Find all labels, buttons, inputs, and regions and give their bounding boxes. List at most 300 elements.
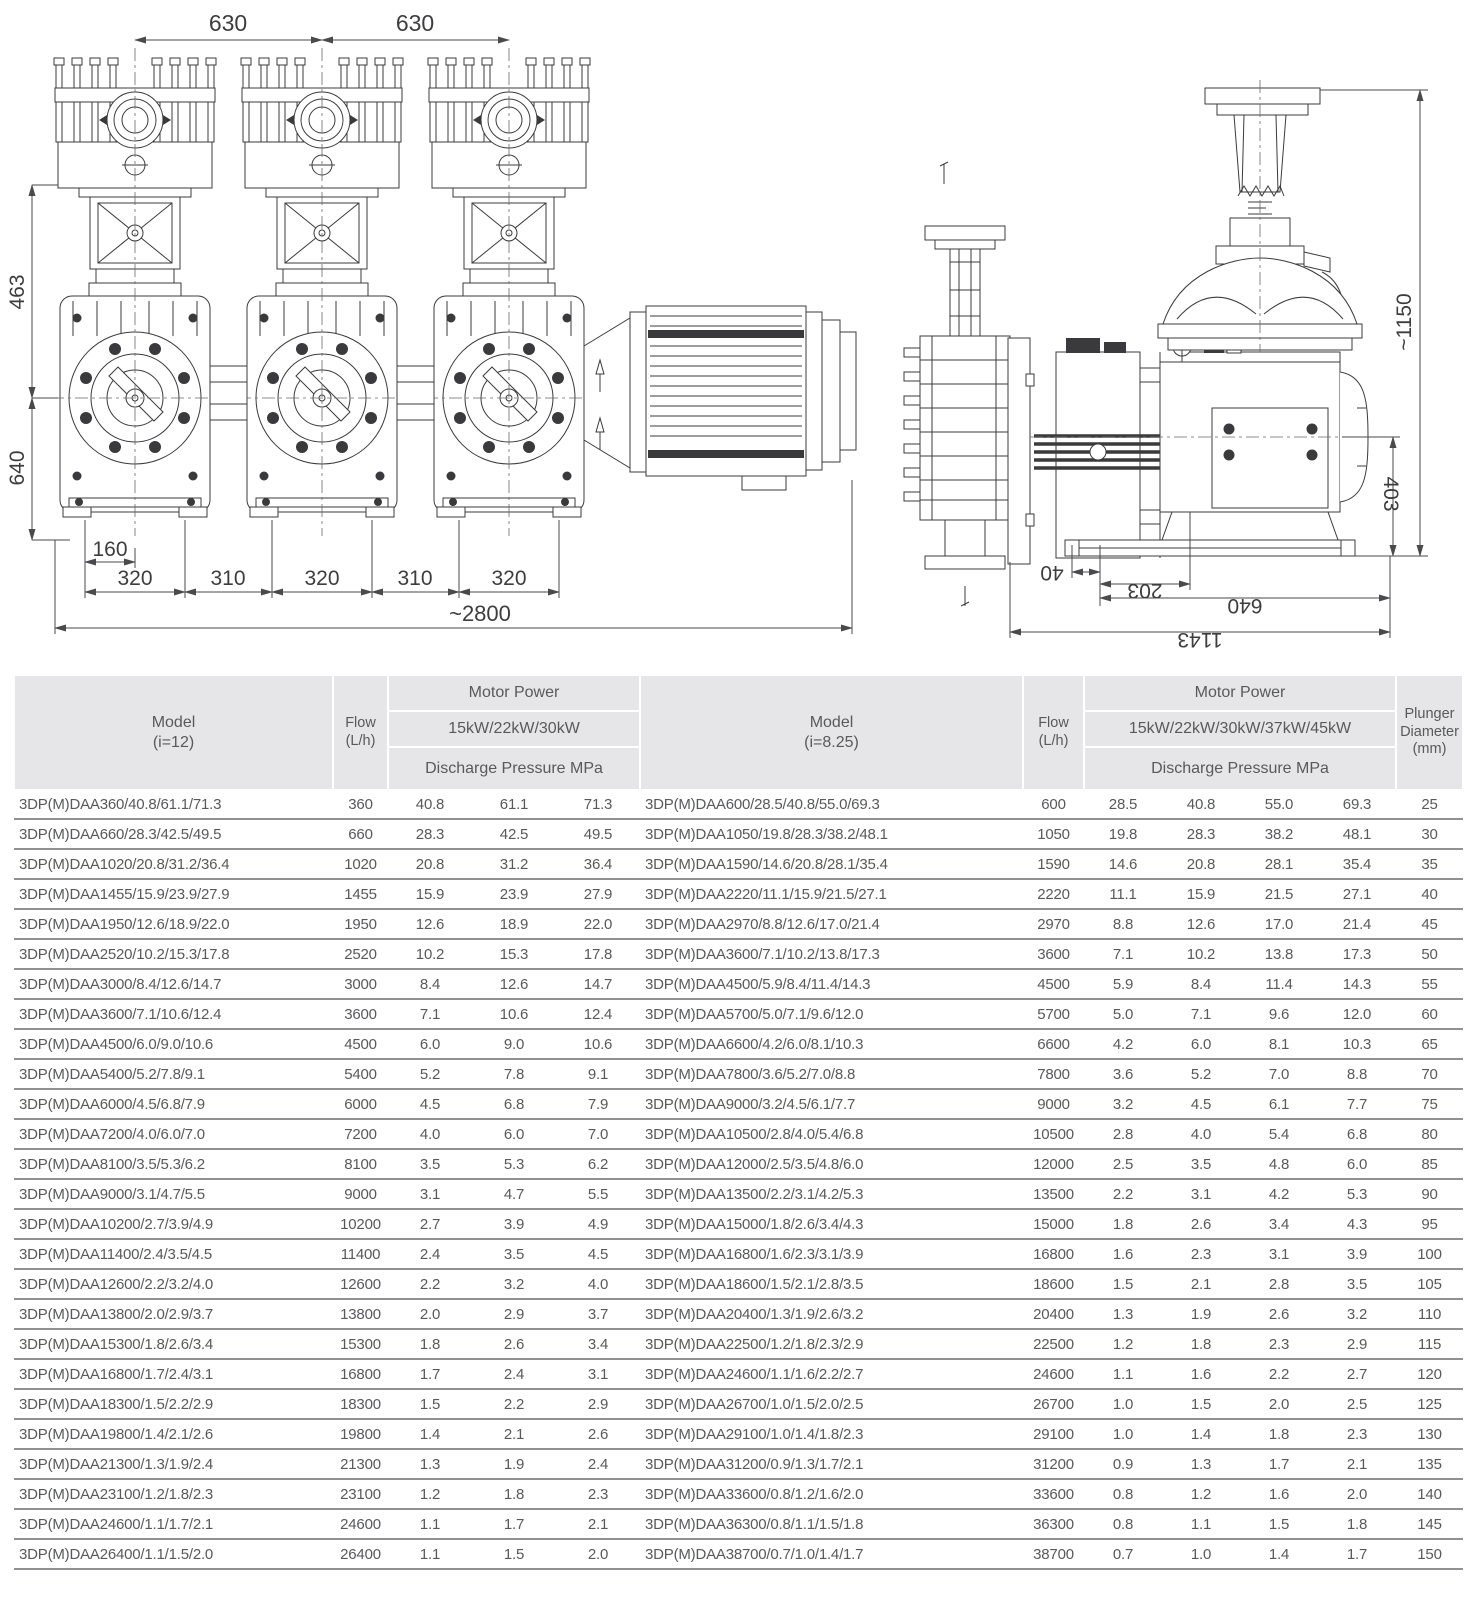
pressure-value-cell: 2.3 [556,1480,640,1510]
pressure-value-cell: 4.5 [388,1090,472,1120]
flow-i12-cell: 10200 [333,1210,388,1240]
pressure-value-cell: 1.5 [1162,1390,1240,1420]
pressure-value-cell: 10.6 [472,1000,556,1030]
pressure-value-cell: 2.2 [472,1390,556,1420]
model-i12-cell: 3DP(M)DAA10200/2.7/3.9/4.9 [14,1210,333,1240]
pressure-value-cell: 10.2 [388,940,472,970]
flow-i12-cell: 18300 [333,1390,388,1420]
pressure-value-cell: 9.1 [556,1060,640,1090]
model-i825-cell: 3DP(M)DAA1050/19.8/28.3/38.2/48.1 [640,820,1023,850]
dim-310-2: 310 [397,567,433,590]
pressure-value-cell: 4.3 [1318,1210,1396,1240]
model-i12-cell: 3DP(M)DAA660/28.3/42.5/49.5 [14,820,333,850]
table-row [14,1270,1463,1300]
pressure-value-cell: 3.6 [1084,1060,1162,1090]
pressure-value-cell: 1.4 [1162,1420,1240,1450]
pressure-value-cell: 3.5 [388,1150,472,1180]
model-i825-cell: 3DP(M)DAA18600/1.5/2.1/2.8/3.5 [640,1270,1023,1300]
flow-i12-cell: 8100 [333,1150,388,1180]
pressure-value-cell: 10.2 [1162,940,1240,970]
plunger-diameter-cell: 60 [1396,1000,1463,1030]
pressure-value-cell: 1.6 [1084,1240,1162,1270]
flow-i12-cell: 3600 [333,1000,388,1030]
dim-203: 203 [1127,579,1163,602]
pressure-value-cell: 1.2 [388,1480,472,1510]
pressure-value-cell: 4.5 [556,1240,640,1270]
dim-630-right: 630 [395,10,435,36]
pressure-value-cell: 2.9 [1318,1330,1396,1360]
pressure-value-cell: 9.6 [1240,1000,1318,1030]
flow-i12-cell: 660 [333,820,388,850]
flow-i825-cell: 2220 [1023,880,1084,910]
pressure-value-cell: 1.1 [388,1510,472,1540]
pressure-value-cell: 5.2 [388,1060,472,1090]
pressure-value-cell: 38.2 [1240,820,1318,850]
pressure-value-cell: 3.5 [472,1240,556,1270]
flow-i12-cell: 360 [333,790,388,820]
flow-i12-cell: 4500 [333,1030,388,1060]
flow-i12-cell: 19800 [333,1420,388,1450]
flow-i825-cell: 22500 [1023,1330,1084,1360]
pressure-value-cell: 8.4 [388,970,472,1000]
pressure-value-cell: 2.2 [1084,1180,1162,1210]
model-i12-cell: 3DP(M)DAA6000/4.5/6.8/7.9 [14,1090,333,1120]
table-row [14,1390,1463,1420]
pressure-value-cell: 2.1 [472,1420,556,1450]
dim-463: 463 [6,274,29,310]
flow-i825-cell: 18600 [1023,1270,1084,1300]
plunger-diameter-cell: 65 [1396,1030,1463,1060]
pressure-value-cell: 2.3 [1162,1240,1240,1270]
pressure-value-cell: 4.2 [1240,1180,1318,1210]
table-row [14,940,1463,970]
pressure-value-cell: 8.8 [1318,1060,1396,1090]
table-row [14,1030,1463,1060]
model-i12-cell: 3DP(M)DAA5400/5.2/7.8/9.1 [14,1060,333,1090]
flow-i825-cell: 7800 [1023,1060,1084,1090]
plunger-diameter-cell: 70 [1396,1060,1463,1090]
dim-640: 640 [1227,594,1263,617]
header-discharge-right: Discharge Pressure MPa [1084,747,1396,790]
plunger-diameter-cell: 105 [1396,1270,1463,1300]
model-i825-cell: 3DP(M)DAA10500/2.8/4.0/5.4/6.8 [640,1120,1023,1150]
table-row [14,790,1463,820]
model-i825-cell: 3DP(M)DAA22500/1.2/1.8/2.3/2.9 [640,1330,1023,1360]
flow-label: Flow [345,714,376,731]
pressure-value-cell: 12.6 [472,970,556,1000]
model-i12-cell: 3DP(M)DAA24600/1.1/1.7/2.1 [14,1510,333,1540]
plunger-diameter-cell: 120 [1396,1360,1463,1390]
model-ratio-label: (i=8.25) [804,733,859,751]
model-i825-cell: 3DP(M)DAA4500/5.9/8.4/11.4/14.3 [640,970,1023,1000]
pressure-value-cell: 6.0 [388,1030,472,1060]
pressure-value-cell: 3.7 [556,1300,640,1330]
model-i12-cell: 3DP(M)DAA1950/12.6/18.9/22.0 [14,910,333,940]
model-ratio-label: (i=12) [152,733,195,751]
pressure-value-cell: 7.8 [472,1060,556,1090]
pressure-value-cell: 1.1 [1084,1360,1162,1390]
pressure-value-cell: 3.2 [1318,1300,1396,1330]
header-kw-right: 15kW/22kW/30kW/37kW/45kW [1084,711,1396,747]
pressure-value-cell: 5.3 [1318,1180,1396,1210]
table-row [14,880,1463,910]
pressure-value-cell: 15.3 [472,940,556,970]
model-i825-cell: 3DP(M)DAA2220/11.1/15.9/21.5/27.1 [640,880,1023,910]
pressure-value-cell: 1.8 [388,1330,472,1360]
pump-head-3 [425,48,593,536]
flow-i12-cell: 16800 [333,1360,388,1390]
pressure-value-cell: 1.6 [1162,1360,1240,1390]
pressure-value-cell: 1.7 [1318,1540,1396,1570]
pressure-value-cell: 15.9 [388,880,472,910]
dim-640-left: 640 [6,450,29,486]
pressure-value-cell: 1.9 [472,1450,556,1480]
flow-i12-cell: 11400 [333,1240,388,1270]
flow-i12-cell: 23100 [333,1480,388,1510]
flow-i825-cell: 31200 [1023,1450,1084,1480]
pressure-value-cell: 69.3 [1318,790,1396,820]
pressure-value-cell: 1.2 [1084,1330,1162,1360]
pressure-value-cell: 8.4 [1162,970,1240,1000]
pressure-value-cell: 3.1 [1240,1240,1318,1270]
pressure-value-cell: 12.4 [556,1000,640,1030]
pressure-value-cell: 35.4 [1318,850,1396,880]
model-i825-cell: 3DP(M)DAA7800/3.6/5.2/7.0/8.8 [640,1060,1023,1090]
header-flow-left [333,675,388,790]
table-row [14,970,1463,1000]
pressure-value-cell: 6.0 [1318,1150,1396,1180]
pressure-value-cell: 11.4 [1240,970,1318,1000]
front-view-svg [0,0,880,668]
plunger-diameter-cell: 85 [1396,1150,1463,1180]
flow-i12-cell: 3000 [333,970,388,1000]
pressure-value-cell: 1.4 [1240,1540,1318,1570]
flow-i825-cell: 600 [1023,790,1084,820]
pressure-value-cell: 28.3 [388,820,472,850]
pressure-value-cell: 4.5 [1162,1090,1240,1120]
pressure-value-cell: 1.4 [388,1420,472,1450]
model-i12-cell: 3DP(M)DAA23100/1.2/1.8/2.3 [14,1480,333,1510]
header-discharge-left: Discharge Pressure MPa [388,747,640,790]
pressure-value-cell: 1.7 [1240,1450,1318,1480]
pressure-value-cell: 28.1 [1240,850,1318,880]
model-i825-cell: 3DP(M)DAA1590/14.6/20.8/28.1/35.4 [640,850,1023,880]
pressure-value-cell: 1.8 [1162,1330,1240,1360]
model-i12-cell: 3DP(M)DAA1455/15.9/23.9/27.9 [14,880,333,910]
flow-i825-cell: 10500 [1023,1120,1084,1150]
pressure-value-cell: 3.4 [556,1330,640,1360]
pressure-value-cell: 5.2 [1162,1060,1240,1090]
model-i12-cell: 3DP(M)DAA3000/8.4/12.6/14.7 [14,970,333,1000]
flow-i825-cell: 20400 [1023,1300,1084,1330]
header-model-i825 [640,675,1023,790]
plunger-diameter-cell: 35 [1396,850,1463,880]
model-i12-cell: 3DP(M)DAA1020/20.8/31.2/36.4 [14,850,333,880]
flow-i825-cell: 16800 [1023,1240,1084,1270]
pressure-value-cell: 1.8 [1318,1510,1396,1540]
plunger-diameter-cell: 75 [1396,1090,1463,1120]
motor [584,306,856,490]
model-label: Model [809,713,854,731]
pressure-value-cell: 12.6 [1162,910,1240,940]
pressure-value-cell: 4.7 [472,1180,556,1210]
model-i825-cell: 3DP(M)DAA15000/1.8/2.6/3.4/4.3 [640,1210,1023,1240]
pressure-value-cell: 40.8 [388,790,472,820]
flow-i12-cell: 21300 [333,1450,388,1480]
dim-160: 160 [92,538,128,561]
pressure-value-cell: 6.1 [1240,1090,1318,1120]
pressure-value-cell: 3.9 [1318,1240,1396,1270]
pressure-value-cell: 1.5 [388,1390,472,1420]
flow-unit-label: (L/h) [1038,732,1069,749]
model-label: Model [151,713,196,731]
pressure-value-cell: 5.3 [472,1150,556,1180]
pressure-value-cell: 1.2 [1162,1480,1240,1510]
pressure-value-cell: 1.5 [1240,1510,1318,1540]
pressure-value-cell: 48.1 [1318,820,1396,850]
model-i12-cell: 3DP(M)DAA21300/1.3/1.9/2.4 [14,1450,333,1480]
pressure-value-cell: 8.1 [1240,1030,1318,1060]
model-i12-cell: 3DP(M)DAA11400/2.4/3.5/4.5 [14,1240,333,1270]
table-row [14,1060,1463,1090]
pressure-value-cell: 2.0 [388,1300,472,1330]
pressure-value-cell: 2.4 [388,1240,472,1270]
pressure-value-cell: 3.5 [1318,1270,1396,1300]
plunger-diameter-cell: 145 [1396,1510,1463,1540]
header-kw-left: 15kW/22kW/30kW [388,711,640,747]
flow-i12-cell: 1950 [333,910,388,940]
pressure-value-cell: 0.9 [1084,1450,1162,1480]
pressure-value-cell: 27.1 [1318,880,1396,910]
plunger-label-2: Diameter [1400,723,1459,740]
pressure-value-cell: 10.6 [556,1030,640,1060]
pressure-value-cell: 2.1 [1318,1450,1396,1480]
pressure-value-cell: 42.5 [472,820,556,850]
pressure-value-cell: 2.4 [556,1450,640,1480]
flow-i825-cell: 2970 [1023,910,1084,940]
pressure-value-cell: 7.1 [1162,1000,1240,1030]
model-i12-cell: 3DP(M)DAA13800/2.0/2.9/3.7 [14,1300,333,1330]
plunger-diameter-cell: 130 [1396,1420,1463,1450]
plunger-diameter-cell: 150 [1396,1540,1463,1570]
pressure-value-cell: 1.8 [1240,1420,1318,1450]
pressure-value-cell: 1.9 [1162,1300,1240,1330]
pressure-value-cell: 7.7 [1318,1090,1396,1120]
flow-i12-cell: 9000 [333,1180,388,1210]
pressure-value-cell: 3.4 [1240,1210,1318,1240]
pressure-value-cell: 61.1 [472,790,556,820]
model-i825-cell: 3DP(M)DAA6600/4.2/6.0/8.1/10.3 [640,1030,1023,1060]
pressure-value-cell: 2.6 [1240,1300,1318,1330]
pressure-value-cell: 2.0 [1318,1480,1396,1510]
side-view-drawing [860,0,1477,668]
model-i12-cell: 3DP(M)DAA7200/4.0/6.0/7.0 [14,1120,333,1150]
pressure-value-cell: 4.8 [1240,1150,1318,1180]
pressure-value-cell: 1.8 [472,1480,556,1510]
dim-overall-2800: ~2800 [449,601,511,626]
flow-unit-label: (L/h) [345,732,376,749]
pressure-value-cell: 17.0 [1240,910,1318,940]
plunger-diameter-cell: 125 [1396,1390,1463,1420]
pressure-value-cell: 15.9 [1162,880,1240,910]
table-row [14,1540,1463,1570]
plunger-diameter-cell: 135 [1396,1450,1463,1480]
pressure-value-cell: 2.5 [1084,1150,1162,1180]
pressure-value-cell: 2.7 [1318,1360,1396,1390]
flow-i825-cell: 5700 [1023,1000,1084,1030]
pressure-value-cell: 12.6 [388,910,472,940]
plunger-diameter-cell: 95 [1396,1210,1463,1240]
pressure-value-cell: 2.2 [1240,1360,1318,1390]
table-header [14,675,1463,790]
pressure-value-cell: 14.6 [1084,850,1162,880]
table-row [14,1420,1463,1450]
pressure-value-cell: 9.0 [472,1030,556,1060]
pressure-value-cell: 2.6 [556,1420,640,1450]
table-body [14,790,1463,1570]
pressure-value-cell: 7.1 [388,1000,472,1030]
model-i12-cell: 3DP(M)DAA12600/2.2/3.2/4.0 [14,1270,333,1300]
table-row [14,1210,1463,1240]
model-i12-cell: 3DP(M)DAA18300/1.5/2.2/2.9 [14,1390,333,1420]
flow-i825-cell: 12000 [1023,1150,1084,1180]
plunger-diameter-cell: 100 [1396,1240,1463,1270]
table-row [14,910,1463,940]
pressure-value-cell: 14.3 [1318,970,1396,1000]
pressure-value-cell: 2.9 [472,1300,556,1330]
table-row [14,1180,1463,1210]
pressure-value-cell: 2.0 [556,1540,640,1570]
model-i825-cell: 3DP(M)DAA20400/1.3/1.9/2.6/3.2 [640,1300,1023,1330]
pressure-value-cell: 3.1 [388,1180,472,1210]
table-row [14,1300,1463,1330]
dim-1150: ~1150 [1393,293,1416,351]
pressure-value-cell: 2.6 [1162,1210,1240,1240]
pressure-value-cell: 1.0 [1084,1420,1162,1450]
model-i12-cell: 3DP(M)DAA19800/1.4/2.1/2.6 [14,1420,333,1450]
flow-i12-cell: 1020 [333,850,388,880]
dim-1143: 1143 [1177,628,1223,651]
pressure-value-cell: 2.8 [1240,1270,1318,1300]
model-i825-cell: 3DP(M)DAA31200/0.9/1.3/1.7/2.1 [640,1450,1023,1480]
pressure-value-cell: 17.8 [556,940,640,970]
model-i12-cell: 3DP(M)DAA4500/6.0/9.0/10.6 [14,1030,333,1060]
pressure-value-cell: 2.3 [1318,1420,1396,1450]
model-i12-cell: 3DP(M)DAA9000/3.1/4.7/5.5 [14,1180,333,1210]
header-motor-power-left: Motor Power [388,675,640,711]
pressure-value-cell: 19.8 [1084,820,1162,850]
model-i825-cell: 3DP(M)DAA38700/0.7/1.0/1.4/1.7 [640,1540,1023,1570]
pressure-value-cell: 1.3 [1162,1450,1240,1480]
pressure-value-cell: 2.4 [472,1360,556,1390]
flow-i12-cell: 6000 [333,1090,388,1120]
front-view-drawing [0,0,880,668]
model-i12-cell: 3DP(M)DAA26400/1.1/1.5/2.0 [14,1540,333,1570]
model-i825-cell: 3DP(M)DAA12000/2.5/3.5/4.8/6.0 [640,1150,1023,1180]
pressure-value-cell: 8.8 [1084,910,1162,940]
flow-i825-cell: 24600 [1023,1360,1084,1390]
model-i825-cell: 3DP(M)DAA600/28.5/40.8/55.0/69.3 [640,790,1023,820]
table-row [14,1360,1463,1390]
plunger-label: Plunger [1404,705,1455,722]
pressure-value-cell: 2.8 [1084,1120,1162,1150]
model-i825-cell: 3DP(M)DAA5700/5.0/7.1/9.6/12.0 [640,1000,1023,1030]
pressure-value-cell: 2.5 [1318,1390,1396,1420]
flow-i12-cell: 24600 [333,1510,388,1540]
pressure-value-cell: 2.3 [1240,1330,1318,1360]
model-i825-cell: 3DP(M)DAA26700/1.0/1.5/2.0/2.5 [640,1390,1023,1420]
pressure-value-cell: 6.0 [1162,1030,1240,1060]
pressure-value-cell: 2.0 [1240,1390,1318,1420]
model-i825-cell: 3DP(M)DAA2970/8.8/12.6/17.0/21.4 [640,910,1023,940]
pressure-value-cell: 4.0 [556,1270,640,1300]
flow-i12-cell: 12600 [333,1270,388,1300]
table-row [14,1330,1463,1360]
table-row [14,1090,1463,1120]
pressure-value-cell: 1.1 [388,1540,472,1570]
pressure-value-cell: 5.5 [556,1180,640,1210]
pressure-value-cell: 7.1 [1084,940,1162,970]
model-i825-cell: 3DP(M)DAA16800/1.6/2.3/3.1/3.9 [640,1240,1023,1270]
pressure-value-cell: 1.3 [1084,1300,1162,1330]
pressure-value-cell: 1.0 [1084,1390,1162,1420]
suction-manifold [904,226,1010,569]
pressure-value-cell: 71.3 [556,790,640,820]
pressure-value-cell: 6.2 [556,1150,640,1180]
model-i825-cell: 3DP(M)DAA33600/0.8/1.2/1.6/2.0 [640,1480,1023,1510]
pressure-value-cell: 21.5 [1240,880,1318,910]
plunger-valve-assembly [1158,80,1362,352]
pressure-value-cell: 4.2 [1084,1030,1162,1060]
dim-630-left: 630 [208,10,248,36]
pressure-value-cell: 4.0 [388,1120,472,1150]
flow-i825-cell: 13500 [1023,1180,1084,1210]
pressure-value-cell: 7.0 [1240,1060,1318,1090]
pressure-value-cell: 2.9 [556,1390,640,1420]
pressure-value-cell: 7.9 [556,1090,640,1120]
model-i825-cell: 3DP(M)DAA36300/0.8/1.1/1.5/1.8 [640,1510,1023,1540]
flow-i12-cell: 5400 [333,1060,388,1090]
pressure-value-cell: 1.1 [1162,1510,1240,1540]
pressure-value-cell: 2.1 [556,1510,640,1540]
header-flow-right [1023,675,1084,790]
pressure-value-cell: 28.3 [1162,820,1240,850]
pressure-value-cell: 3.9 [472,1210,556,1240]
table-row [14,1120,1463,1150]
model-i12-cell: 3DP(M)DAA360/40.8/61.1/71.3 [14,790,333,820]
table-row [14,1000,1463,1030]
header-model-i12 [14,675,333,790]
pressure-value-cell: 2.6 [472,1330,556,1360]
pressure-value-cell: 1.8 [1084,1210,1162,1240]
pump-head-side [1008,338,1162,564]
flow-i825-cell: 3600 [1023,940,1084,970]
pressure-value-cell: 22.0 [556,910,640,940]
pressure-value-cell: 3.2 [472,1270,556,1300]
flow-i12-cell: 26400 [333,1540,388,1570]
pressure-value-cell: 7.0 [556,1120,640,1150]
model-i12-cell: 3DP(M)DAA8100/3.5/5.3/6.2 [14,1150,333,1180]
pressure-value-cell: 20.8 [388,850,472,880]
pressure-value-cell: 6.8 [472,1090,556,1120]
pressure-value-cell: 3.5 [1162,1150,1240,1180]
pressure-value-cell: 21.4 [1318,910,1396,940]
pressure-value-cell: 3.1 [556,1360,640,1390]
pressure-value-cell: 20.8 [1162,850,1240,880]
flow-i825-cell: 9000 [1023,1090,1084,1120]
model-i12-cell: 3DP(M)DAA2520/10.2/15.3/17.8 [14,940,333,970]
pressure-value-cell: 23.9 [472,880,556,910]
